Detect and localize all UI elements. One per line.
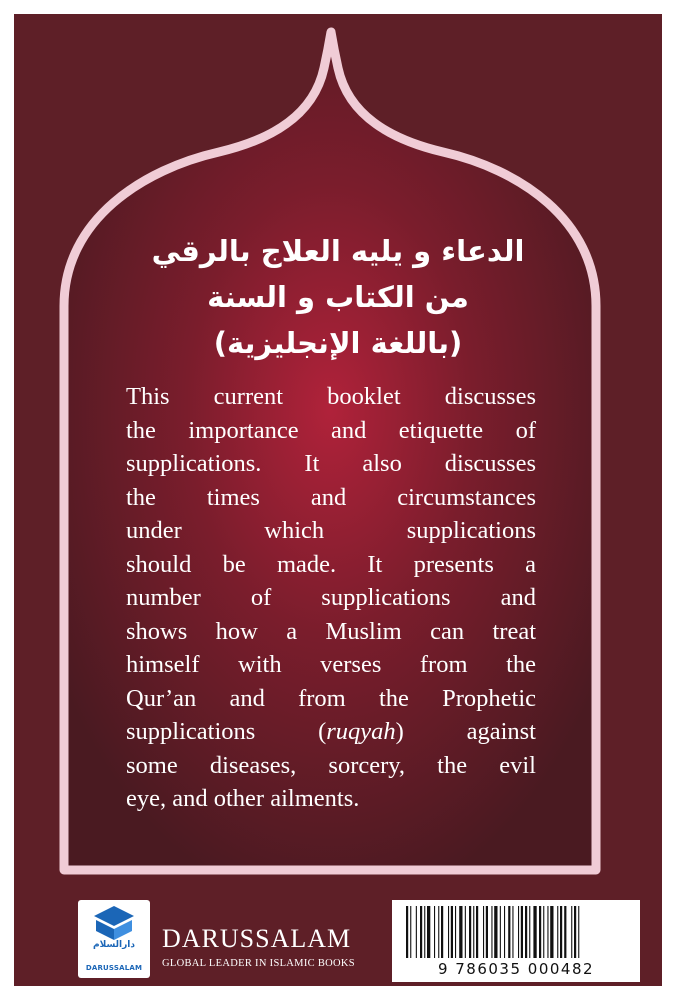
publisher-name: DARUSSALAM [162,924,352,953]
arabic-title-line-1: الدعاء و يليه العلاج بالرقي [151,234,525,268]
barcode-bar [578,906,579,958]
barcode-bar [521,906,523,958]
description-line: eye, and other ailments. [126,785,360,812]
book-icon [78,902,150,942]
barcode-bar [486,906,488,958]
barcode-bar [512,906,513,958]
barcode-bar [441,906,443,958]
description-text [126,380,536,816]
publisher-logo [78,900,150,978]
logo-label: DARUSSALAM [85,964,143,972]
barcode-bar [557,906,558,958]
barcode-bar [518,906,519,958]
barcode-bar [465,906,466,958]
barcode-bar [451,906,453,958]
barcode-bar [550,906,553,958]
barcode-bar [455,906,456,958]
publisher-tagline: GLOBAL LEADER IN ISLAMIC BOOKS [162,958,355,969]
barcode-bar [473,906,474,958]
description-line: himself with verses from the [126,651,536,678]
barcode-bar [438,906,439,958]
barcode-bar [564,906,566,958]
barcode-bar [574,906,576,958]
barcode-bar [529,906,530,958]
barcode-bar [547,906,548,958]
barcode-bar [539,906,541,958]
barcode-bar [525,906,527,958]
barcode-bar [483,906,484,958]
description-fragment: ) against [395,718,536,745]
logo-arabic-text: دارالسلام [93,940,135,950]
barcode-bar [416,906,417,958]
description-line: under which supplications [126,517,536,544]
description-line: the importance and etiquette of [126,416,536,444]
arabic-title-line-3: (باللغة الإنجليزية) [213,326,463,360]
barcode-bar [448,906,449,958]
description-line: This current booklet discusses [126,383,536,410]
description-line: some diseases, sorcery, the evil [126,751,536,779]
barcode-bar [508,906,510,958]
barcode [392,900,640,982]
barcode-bars [402,906,630,960]
barcode-bar [476,906,478,958]
description-line: number of supplications and [126,584,536,611]
description-line: Qur’an and from the Prophetic [126,684,536,712]
barcode-bar [434,906,435,958]
barcode-bar [424,906,425,958]
barcode-bar [504,906,505,958]
description-fragment: supplications ( [126,718,327,745]
description-line: shows how a Muslim can treat [126,617,536,645]
barcode-bar [494,906,497,958]
barcode-bar [420,906,422,958]
book-back-cover [14,14,662,986]
barcode-bar [560,906,562,958]
description-line: supplications. It also discusses [126,450,536,477]
barcode-bar [410,906,411,958]
barcode-bar [500,906,501,958]
barcode-bar [427,906,430,958]
description-line: the times and circumstances [126,483,536,511]
description-line-ruqyah [126,715,536,749]
barcode-bar [459,906,462,958]
barcode-bar [571,906,572,958]
barcode-bar [491,906,492,958]
barcode-bar [469,906,471,958]
arabic-title-line-2: من الكتاب و السنة [207,280,469,314]
isbn-number: 9 786035 000482 [437,960,595,978]
barcode-bar [533,906,536,958]
barcode-bar [406,906,408,958]
ruqyah-italic: ruqyah [326,718,396,745]
barcode-bar [543,906,544,958]
description-line: should be made. It presents a [126,550,536,578]
